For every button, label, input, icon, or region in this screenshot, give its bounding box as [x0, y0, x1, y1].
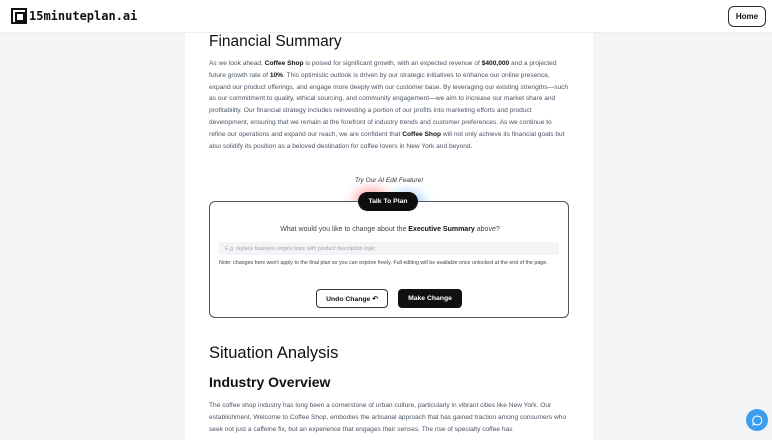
- industry-overview-title: Industry Overview: [209, 374, 331, 390]
- text-segment: As we look ahead,: [209, 60, 265, 67]
- financial-summary-paragraph: [209, 58, 570, 152]
- top-navbar: [0, 0, 772, 33]
- home-button[interactable]: Home: [728, 6, 766, 27]
- undo-label: Undo Change: [326, 295, 371, 303]
- text-segment: What would you like to change about the: [280, 226, 409, 233]
- section-name: Executive Summary: [408, 226, 475, 233]
- try-ai-edit-label: Try Our AI Edit Feature!: [354, 177, 424, 184]
- growth-rate-value: 10%: [269, 71, 284, 79]
- talk-to-plan-button[interactable]: Talk To Plan: [358, 192, 418, 211]
- undo-change-button[interactable]: [316, 289, 388, 308]
- situation-analysis-title: Situation Analysis: [209, 344, 339, 362]
- plan-content: [185, 33, 593, 440]
- ai-edit-card: [209, 201, 569, 318]
- industry-overview-paragraph: The coffee shop industry has long been a cornerstone of urban culture, particularly in vibrant cities like New York. Our establishment, Welcome to Coffee Shop, embodies the artisanal approach that has gained traction among consumers who seek not just a caffeine fix, but an experience that engages their senses. The rise of specialty coffee has: [209, 402, 567, 433]
- text-segment: will not only achieve its financial goals but also solidify its position as a beloved destination for coffee lovers in New York and beyond.: [209, 130, 565, 150]
- undo-arrow-icon: ↶: [372, 295, 378, 303]
- logo-text: 15minuteplan.ai: [29, 9, 138, 23]
- edit-instruction-input[interactable]: [219, 242, 559, 255]
- text-segment: . This optimistic outlook is driven by our strategic initiatives to enhance our online presence, expand our product offerings, and engage more deeply with our customer base. By leveraging our existing strengths—such as our commitment to quality, ethical sourcing, and community engagement—we aim to increase our market share and profitability. Our financial strategy includes reinvesting a portion of our profits into marketing efforts and product development, ensuring that we remain at the forefront of industry trends and customer preferences. As we continue to refine our operations and expand our reach, we are confident that: [209, 71, 569, 138]
- edit-note: Note: changes here won't apply to the final plan so you can explore freely. Full editing will be available once unlocked at the end of the page.: [219, 260, 548, 266]
- make-change-button[interactable]: Make Change: [398, 289, 462, 308]
- text-segment: above?: [474, 226, 500, 233]
- financial-summary-title: Financial Summary: [209, 33, 342, 50]
- company-name: Coffee Shop: [264, 60, 304, 67]
- text-segment: is poised for significant growth, with an expected revenue of: [303, 60, 482, 67]
- edit-question: [210, 226, 570, 233]
- chat-widget-button[interactable]: [746, 409, 768, 431]
- revenue-value: $400,000: [481, 60, 510, 67]
- company-name: Coffee Shop: [402, 130, 442, 138]
- text-segment: and a projected future growth rate of: [209, 60, 557, 79]
- logo[interactable]: [11, 8, 137, 24]
- chat-bubble-icon: [752, 415, 763, 426]
- logo-square-icon: [11, 8, 27, 24]
